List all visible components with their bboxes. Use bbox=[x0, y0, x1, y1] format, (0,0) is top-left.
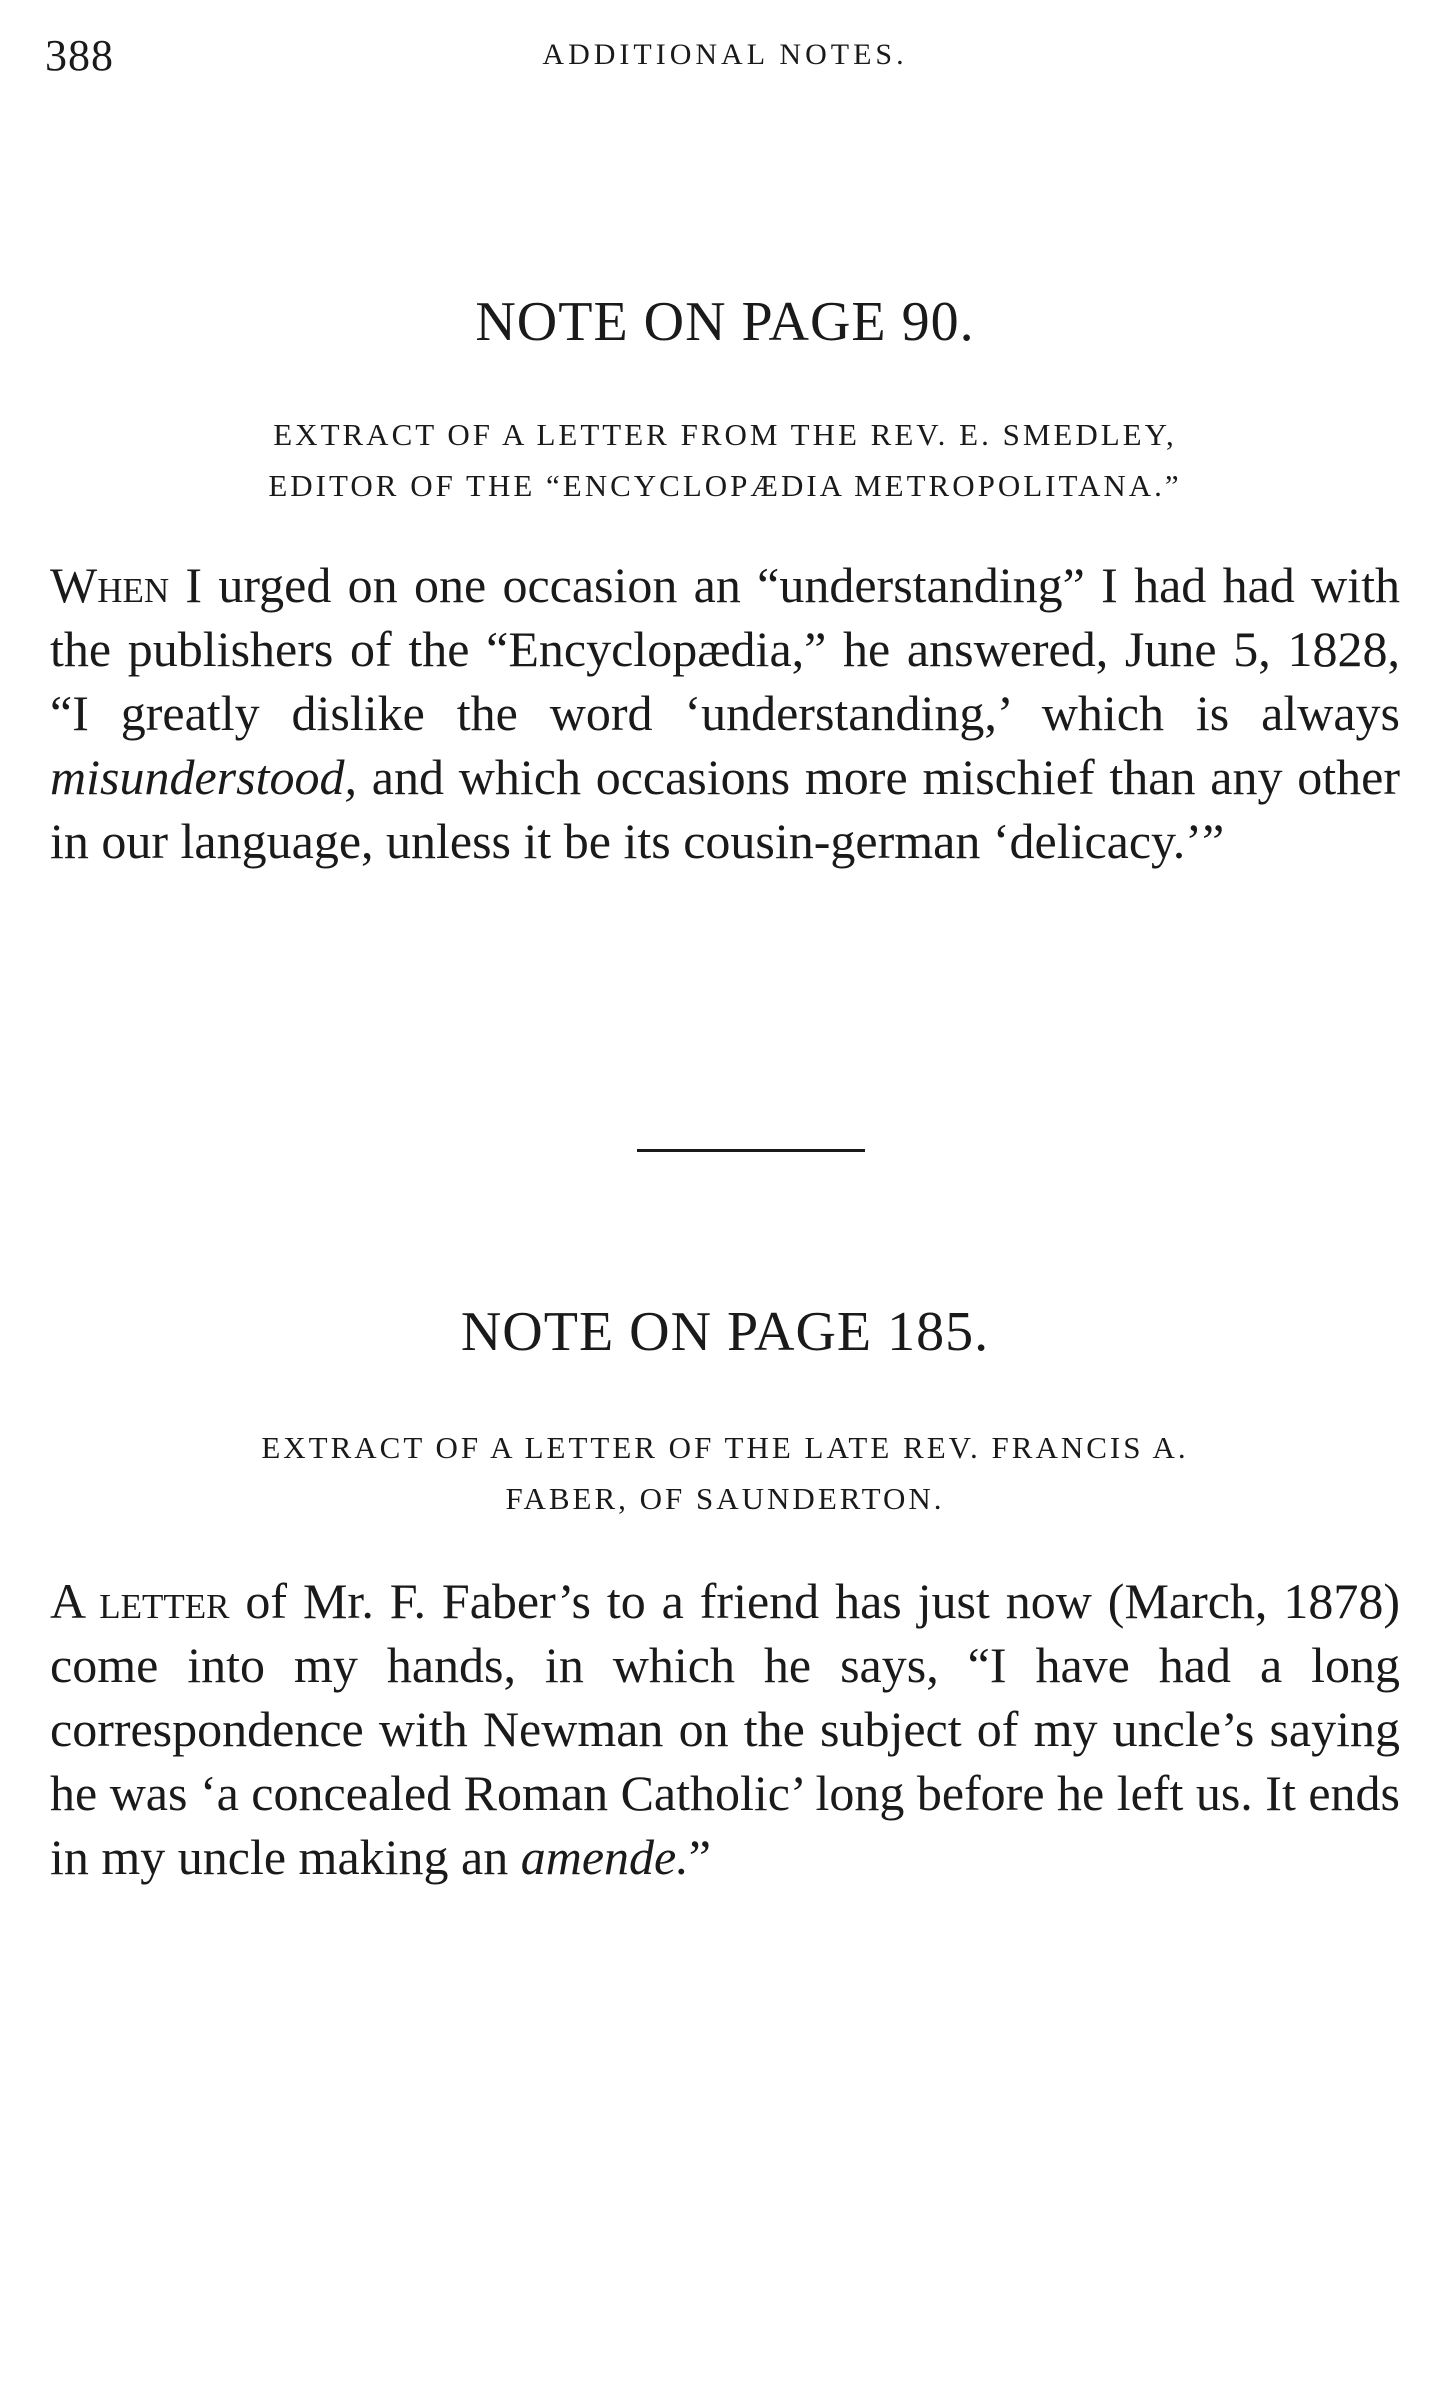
note-subheading-line: FABER, OF SAUNDERTON. bbox=[505, 1481, 945, 1517]
note-subheading bbox=[50, 1422, 1400, 1524]
note-body-lead: A letter bbox=[50, 1573, 230, 1630]
note-body bbox=[50, 1569, 1400, 1889]
running-head bbox=[45, 30, 1405, 90]
note-subheading-line: EXTRACT OF A LETTER FROM THE REV. E. SMEDLEY, bbox=[273, 417, 1177, 452]
note-body-text: and which occasions more mischief than any other in our language, unless it be its cousin-german ‘delicacy.’” bbox=[50, 749, 1400, 870]
note-body-text: ” bbox=[688, 1829, 711, 1886]
note-subheading-line: EXTRACT OF A LETTER OF THE LATE REV. FRANCIS A. bbox=[261, 1430, 1189, 1465]
note-heading: NOTE ON PAGE 185. bbox=[460, 1301, 990, 1363]
note-subheading bbox=[50, 409, 1400, 511]
page-number: 388 bbox=[45, 31, 114, 80]
section-divider bbox=[637, 1149, 865, 1152]
note-page-185 bbox=[50, 1300, 1400, 1889]
running-title: ADDITIONAL NOTES. bbox=[542, 38, 908, 71]
note-body-italic: misunderstood, bbox=[50, 749, 357, 806]
note-subheading-line: EDITOR OF THE “ENCYCLOPÆDIA METROPOLITANA.” bbox=[268, 468, 1182, 504]
note-body-text: of Mr. F. Faber’s to a friend has just now (March, 1878) come into my hands, in which he says, “I have had a long correspondence with Newman on the subject of my uncle’s saying he was ‘a concealed Roman Catholic’ long before he left us. It ends in my uncle making an bbox=[50, 1573, 1400, 1886]
note-body-italic: amende. bbox=[520, 1829, 689, 1886]
note-body-lead: When bbox=[50, 557, 170, 614]
note-page-90 bbox=[50, 290, 1400, 873]
note-body-text: I urged on one occasion an “understanding” I had had with the publishers of the “Encyclopædia,” he answered, June 5, 1828, “I greatly dislike the word ‘understanding,’ which is always bbox=[50, 557, 1400, 742]
note-body bbox=[50, 553, 1400, 873]
note-heading: NOTE ON PAGE 90. bbox=[475, 291, 975, 353]
